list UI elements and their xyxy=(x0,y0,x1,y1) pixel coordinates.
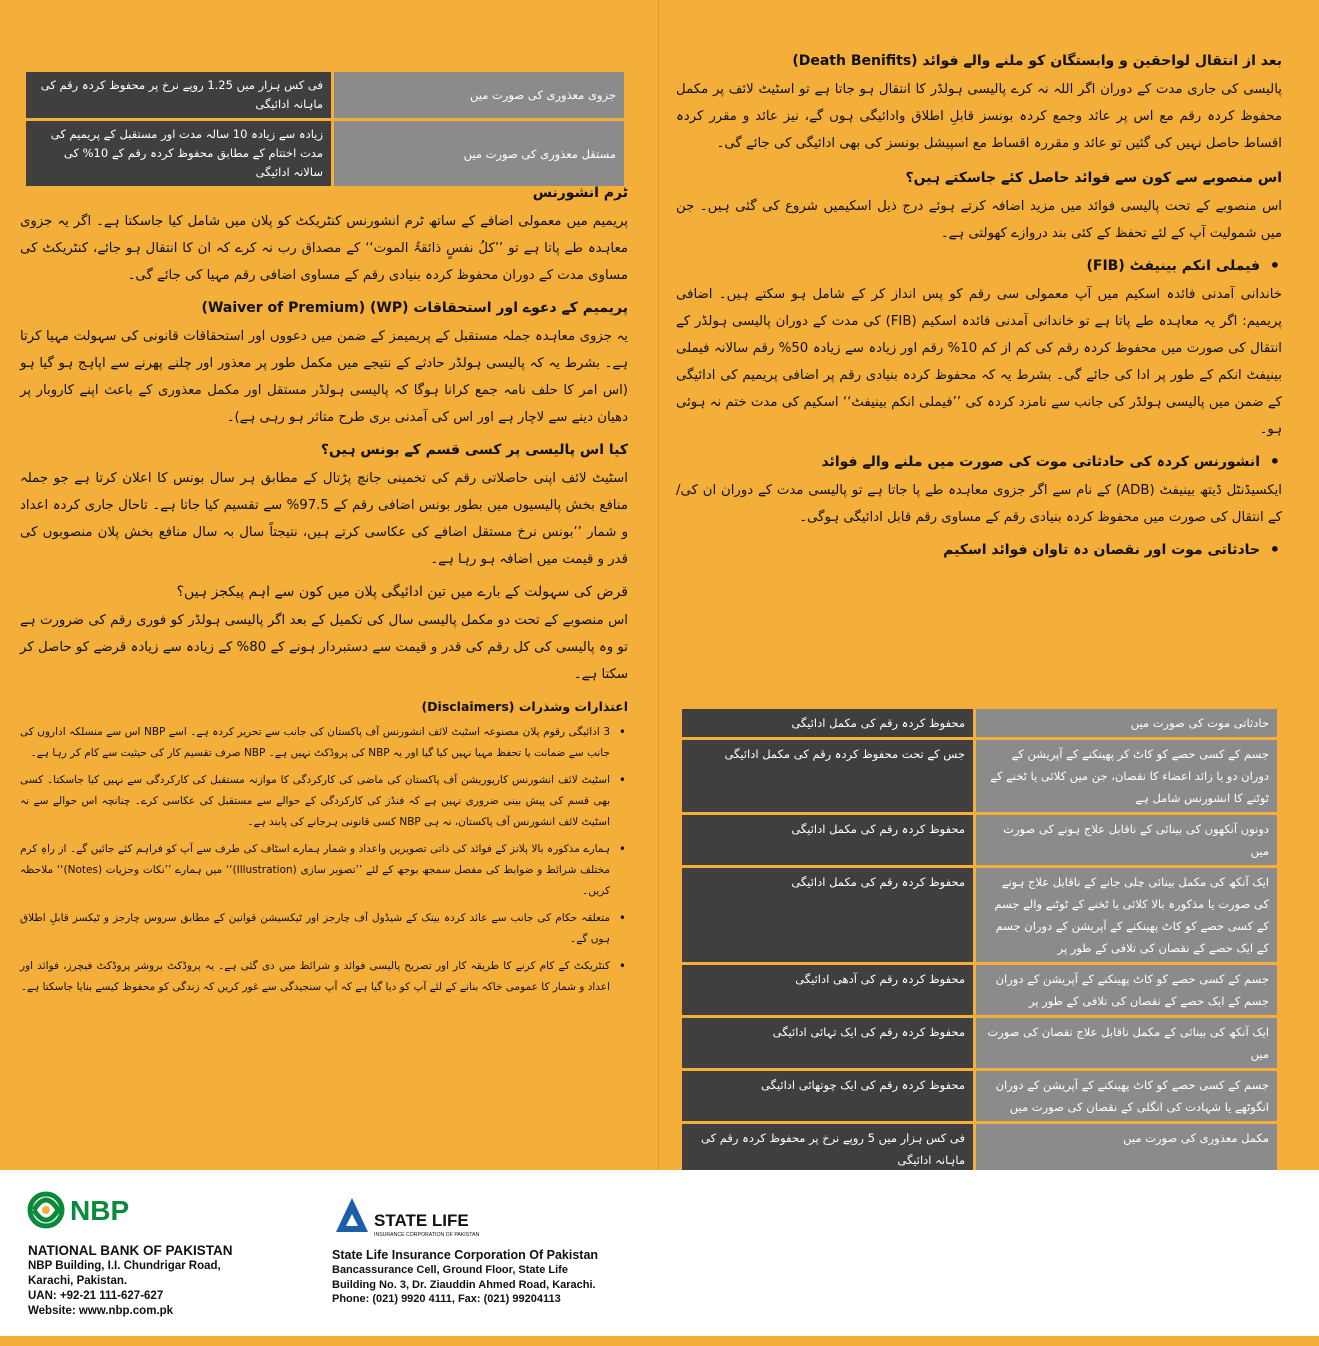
term-insurance-text: پریمیم میں معمولی اضافے کے ساتھ ٹرم انشورنس کنٹریکٹ کو پلان میں شامل کیا جاسکتا ہے۔ اگر یہ جزوی معاہدہ طے پاتا ہے تو ’’کلُ نفسٍ ذائقۃُ الموت‘‘ کے مصداق رب نہ کرے کہ ان کا انتقال ہو جائے، کنٹریکٹ کی مساوی مدت کے دوران محفوظ کردہ بنیادی رقم کے مساوی اضافی رقم مہیا کی جائے گی۔ xyxy=(20,214,628,283)
list-item: • اسٹیٹ لائف انشورنس کارپوریشن آف پاکستان کی ماضی کی کارکردگی کا موازنہ مستقبل کی کارکردگی سے نہیں کیا جاسکتا۔ کسی بھی قسم کی پیش بینی ضروری نہیں ہے کہ فنڈز کی کارکردگی کے حوالے سے مستقبل کی عکاسی کرے۔ چنانچہ اس حوالے سے نہ اسٹیٹ لائف انشورنس آف پاکستان، نہ ہی NBP کسی قانونی ہرجانے کی پابند ہے۔ xyxy=(20,770,628,833)
accident-payout-cell: محفوظ کردہ رقم کی ایک تہائی ادائیگی xyxy=(682,1018,973,1068)
loan-heading: قرض کی سہولت کے بارے میں تین ادائیگی پلان میں کون سے اہم پیکجز ہیں؟ xyxy=(176,584,628,600)
death-benefits-heading: بعد از انتقال لواحقین و وابستگان کو ملنے والے فوائد (Death Benifits) xyxy=(792,53,1282,69)
table-row xyxy=(682,965,1277,1015)
nbp-address-block xyxy=(28,1242,308,1319)
list-item: • کنٹریکٹ کے کام کرنے کا طریقہ کار اور تصریح پالیسی فوائد و شرائط میں دی گئی ہے۔ یہ پروڈکٹ بروشر پروڈکٹ فیچرز، فوائد اور اعداد و شمار کا عمومی خاکہ بنانے کے لئے آپ کو دیا گیا ہے کہ آپ سنجیدگی سے غور کریں کہ زندگی کو محفوظ کیسے بنایا جاسکتا ہے۔ xyxy=(20,956,628,998)
death-benefits-text: پالیسی کی جاری مدت کے دوران اگر اللہ نہ کرے پالیسی ہولڈر کا انتقال ہو جاتا ہے تو اسٹیٹ لائف پر مکمل محفوظ کردہ رقم مع اس پر عائد وجمع کردہ بونسز قابلِ اطلاق وادائیگی ہوں گے، نیز عائد و مقرر کردہ اقساط حاصل نہیں کی گئیں تو عائد و مقررہ اقساط مع اسپیشل بونسز کی بھی ادائیگی کی جائے گی۔ xyxy=(676,82,1282,151)
statelife-logo-subtext: INSURANCE CORPORATION OF PAKISTAN xyxy=(374,1232,480,1238)
disability-payout-cell: فی کس ہزار میں 1.25 روپے نرخ پر محفوظ کردہ رقم کی ماہانہ ادائیگی xyxy=(26,72,331,118)
statelife-logo xyxy=(332,1192,482,1240)
waiver-of-premium-text: یہ جزوی معاہدہ جملہ مستقبل کے پریمیمز کے ضمن میں دعووں اور استحقاقات قانونی کی سہولت مہیا کرتا ہے۔ بشرط یہ کہ پالیسی ہولڈر حادثے کے نتیجے میں مکمل طور پر معذور اور چلنے پھرنے سے اپاہج ہو گیا ہو (اس امر کا حلف نامہ جمع کرانا ہوگا کہ پالیسی ہولڈر مستقل اور مکمل معذوری کے باعث اپنے کاروبار پر دھیان دینے سے لاچار ہے اور اس کی آمدنی بری طرح متاثر ہو رہی ہے)۔ xyxy=(20,329,628,425)
nbp-address-line: Karachi, Pakistan. xyxy=(28,1275,128,1287)
table-row xyxy=(682,1124,1277,1174)
nbp-logo-text: NBP xyxy=(70,1195,130,1226)
disability-table xyxy=(26,72,624,189)
statelife-address-block xyxy=(332,1247,652,1307)
term-insurance-heading: ٹرم انشورنس xyxy=(532,185,628,201)
waiver-of-premium-heading: پریمیم کے دعوے اور استحقاقات (WP) (Waiver of Premium) xyxy=(201,300,628,316)
page-fold-line xyxy=(658,0,659,1170)
adb-text: ایکسیڈنٹل ڈیتھ بینیفٹ (ADB) کے نام سے اگر جزوی معاہدہ طے پا جاتا ہے تو پالیسی مدت کے دوران ان کی/ کے انتقال کی صورت میں محفوظ کردہ بنیادی رقم کے مساوی رقم قابل ادائیگی ہوگی۔ xyxy=(676,483,1282,525)
table-row xyxy=(682,740,1277,812)
accident-case-cell: جسم کے کسی حصے کو کاٹ پھینکنے کے آپریشن کے دوران جسم کے ایک حصے کے نقصان کی تلافی کے طور پر xyxy=(976,965,1277,1015)
nbp-address-line: NBP Building, I.I. Chundrigar Road, xyxy=(28,1260,221,1272)
table-row xyxy=(26,72,624,118)
accident-case-cell: جسم کے کسی حصے کو کاٹ پھینکنے کے آپریشن کے دوران انگوٹھے یا شہادت کی انگلی کے نقصان کی صورت میں xyxy=(976,1071,1277,1121)
statelife-emblem-icon xyxy=(332,1192,482,1240)
nbp-name: NATIONAL BANK OF PAKISTAN xyxy=(28,1243,233,1258)
table-row xyxy=(682,1018,1277,1068)
table-row xyxy=(682,868,1277,962)
accident-scheme-heading: • حادثاتی موت اور نقصان دہ تاوان فوائد اسکیم xyxy=(676,539,1282,561)
nbp-uan: UAN: +92-21 111-627-627 xyxy=(28,1290,164,1302)
nbp-emblem-icon xyxy=(24,1184,164,1236)
loan-text: اس منصوبے کے تحت دو مکمل پالیسی سال کی تکمیل کے بعد اگر پالیسی ہولڈر کو فوری رقم کی ضرورت ہے تو وہ پالیسی کی کل رقم کی قدر و قیمت سے دستبردار ہونے کے 80% کے زیادہ سے زیادہ قرضے کو حاصل کر سکتا ہے۔ xyxy=(20,613,629,682)
table-row xyxy=(682,1071,1277,1121)
accident-payout-cell: محفوظ کردہ رقم کی مکمل ادائیگی xyxy=(682,815,973,865)
accident-payout-cell: محفوظ کردہ رقم کی مکمل ادائیگی xyxy=(682,709,973,737)
accident-payout-cell: فی کس ہزار میں 5 روپے نرخ پر محفوظ کردہ رقم کی ماہانہ ادائیگی xyxy=(682,1124,973,1174)
accident-payout-cell: محفوظ کردہ رقم کی آدھی ادائیگی xyxy=(682,965,973,1015)
nbp-logo xyxy=(24,1184,164,1236)
list-item: • ہمارے مذکورہ بالا پلانز کے فوائد کی ذاتی تصویریں واعداد و شمار ہمارے اسٹاف کی طرف سے آپ کو فراہم کئے جائیں گے۔ از راہِ کرم مختلف شرائط و ضوابط کی مفصل سمجھ بوجھ کے لئے ’’تصویر سازی (Illustration)‘‘ میں ہمارے ’’نکات وجزیات (Notes)‘‘ ملاحظہ کریں۔ xyxy=(20,839,628,902)
table-row xyxy=(26,121,624,186)
table-row xyxy=(682,709,1277,737)
disclaimers-list xyxy=(20,722,628,998)
statelife-name: State Life Insurance Corporation Of Pakistan xyxy=(332,1248,599,1262)
benefits-heading: اس منصوبے سے کون سے فوائد حاصل کئے جاسکتے ہیں؟ xyxy=(905,170,1282,186)
adb-heading: • انشورنس کردہ کی حادثاتی موت کی صورت میں ملنے والے فوائد xyxy=(676,451,1282,473)
accident-case-cell: ایک آنکھ کی مکمل بینائی چلی جانے کے ناقابل علاج ہونے کی صورت یا مذکورہ بالا کلائی یا ٹخنے کے ٹوٹنے والے جسم کے کسی حصے کو کاٹ پھینکنے کے آپریشن کے دوران جسم کے ایک حصے کے نقصان کی تلافی کے طور پر xyxy=(976,868,1277,962)
accident-case-cell: ایک آنکھ کی بینائی کے مکمل ناقابل علاج نقصان کی صورت میں xyxy=(976,1018,1277,1068)
disability-case-cell: جزوی معذوری کی صورت میں xyxy=(334,72,624,118)
disclaimers-heading: اعتذارات وشذرات (Disclaimers) xyxy=(421,699,628,714)
bonus-text: اسٹیٹ لائف اپنی حاصلاتی رقم کی تخمینی جانچ پڑتال کے مطابق ہر سال بونس کا اعلان کرتا ہے جو جملہ منافع بخش پالیسیوں میں بطور بونس اضافی رقم کے 97.5% سے تقسیم کیا جاتا ہے۔ تاحال جاری کردہ اعداد و شمار ’’بونس نرخ مستقل اضافے کی عکاسی کرتے ہیں، نتیجتاً سال بہ سال منافع بخش پلان منصوبوں کی قدر و قیمت میں اضافہ ہو رہا ہے۔ xyxy=(20,471,628,567)
statelife-phone: Phone: (021) 9920 4111, Fax: (021) 99204113 xyxy=(332,1293,561,1305)
statelife-address-line: Building No. 3, Dr. Ziauddin Ahmed Road, Karachi. xyxy=(332,1278,596,1291)
accident-case-cell: دونوں آنکھوں کی بینائی کے ناقابل علاج ہونے کی صورت میں xyxy=(976,815,1277,865)
statelife-address-line: Bancassurance Cell, Ground Floor, State Life xyxy=(332,1264,568,1276)
list-item: • 3 ادائیگی رقوم پلان مصنوعہ اسٹیٹ لائف انشورنس آف پاکستان کی جانب سے تحریر کردہ ہے۔ اسے NBP اس سے منسلکہ اداروں کی جانب سے ضمانت یا تحفظ مہیا نہیں کیا گیا اور یہ NBP کی پروڈکٹ نہیں ہے۔ NBP صرف تقسیم کار کی حیثیت سے کام کر رہا ہے۔ xyxy=(20,722,628,764)
accident-case-cell: مکمل معذوری کی صورت میں xyxy=(976,1124,1277,1174)
accident-case-cell: حادثاتی موت کی صورت میں xyxy=(976,709,1277,737)
disability-case-cell: مستقل معذوری کی صورت میں xyxy=(334,121,624,186)
nbp-website-link[interactable]: Website: www.nbp.com.pk xyxy=(28,1305,174,1317)
bonus-heading: کیا اس پالیسی پر کسی قسم کے بونس ہیں؟ xyxy=(320,442,628,458)
left-column xyxy=(20,182,628,1004)
benefits-text: اس منصوبے کے تحت پالیسی فوائد میں مزید اضافہ کرتے ہوئے درج ذیل اسکیمیں شروع کی گئی ہیں۔ جن میں شمولیت آپ کے لئے تحفظ کے کئی بند دروازے کھولتی ہے۔ xyxy=(676,199,1282,241)
accident-payout-cell: جس کے تحت محفوظ کردہ رقم کی مکمل ادائیگی xyxy=(682,740,973,812)
list-item: • متعلقہ حکام کی جانب سے عائد کردہ بینک کے شیڈول آف چارجز اور ٹیکسیشن قوانین کے مطابق سروس چارجز و ٹیکسز قابلِ اطلاق ہوں گے۔ xyxy=(20,908,628,950)
disability-payout-cell: زیادہ سے زیادہ 10 سالہ مدت اور مستقبل کے پریمیم کی مدت اختتام کے مطابق محفوظ کردہ رقم کے 10% کی سالانہ ادائیگی xyxy=(26,121,331,186)
table-row xyxy=(682,815,1277,865)
accident-benefit-table xyxy=(679,706,1280,1177)
fib-heading: • فیملی انکم بینیفٹ (FIB) xyxy=(676,255,1282,277)
fib-text: خاندانی آمدنی فائدہ اسکیم میں آپ معمولی سی رقم کو پس انداز کر کے شامل ہو سکتے ہیں۔ اضافی پریمیم: اگر یہ معاہدہ طے پاتا ہے تو خاندانی آمدنی فائدہ اسکیم (FIB) کی مدت کے دوران پالیسی ہولڈر کے انتقال کی صورت میں محفوظ کردہ رقم کی کم از کم 10% رقم اور زیادہ سے زیادہ 50% رقم سالانہ فیملی بینیفٹ انکم کے طور پر ادا کی جائے گی۔ بشرط یہ کہ محفوظ کردہ بنیادی رقم پر اضافی پریمیم کی ادائیگی کے ضمن میں پالیسی ہولڈر کی جانب سے نامزد کردہ کی ’’فیملی انکم بینیفٹ‘‘ اسکیم کی مدت ختم نہ ہوئی ہو۔ xyxy=(676,287,1283,437)
bottom-stripe xyxy=(0,1336,1319,1346)
accident-payout-cell: محفوظ کردہ رقم کی مکمل ادائیگی xyxy=(682,868,973,962)
right-column xyxy=(676,50,1282,565)
statelife-logo-text: STATE LIFE xyxy=(374,1211,469,1230)
accident-case-cell: جسم کے کسی حصے کو کاٹ کر پھینکنے کے آپریشن کے دوران دو یا زائد اعضاء کا نقصان، جن میں کلائی یا ٹخنے کے ٹوٹنے کا انشورنس شامل ہے xyxy=(976,740,1277,812)
accident-payout-cell: محفوظ کردہ رقم کی ایک چوتھائی ادائیگی xyxy=(682,1071,973,1121)
